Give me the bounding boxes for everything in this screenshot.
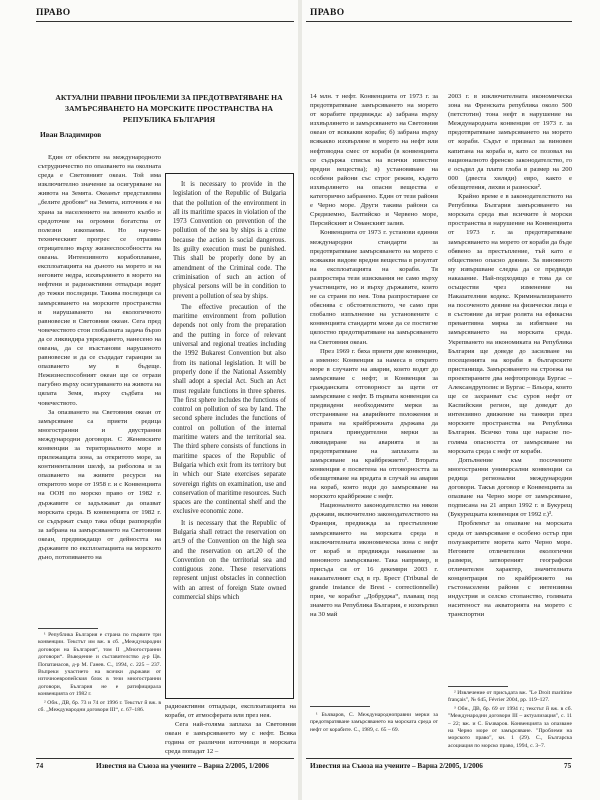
page-number-right: 75 (564, 762, 572, 770)
footnote-right-col1 (310, 712, 438, 754)
header-rule-left (36, 21, 294, 22)
paragraph: Един от обектите на международното сътрудничество по опазването на околната среда е Световният океан. Той има изключително значение за осигуряване на живота на Земята. Океанът представлява „белите дробове“ на Земята, източник е на храна за населението на земното кълбо и средоточие на огромни богатства от полезни изкопаеми. Но научно-техническият прогрес се отразява отрицателно върху жизнеспособността на океана. Интензивното корабоплаване, експлоатацията на дъното на морето и на неговите недра, изхвърлянето в морето на нефтени и радиоактивни отпадъци водят до тежки последици. Такива последици са замърсяването на морските пространства и нарушаването на екологичното равновесие в Световния океан. Сега пред човечеството стои глобалната задача бързо да се ликвидира увреждането, нанесено на океана, да се възстанови нарушеното равновесие и да се създадат гаранции за опазването му в бъдеще. Нежизнеспособният океан ще се отрази пагубно върху осигуряването на живота на цялата Земя, върху съдбата на човечеството. (38, 154, 161, 407)
footer-rule-right (306, 758, 572, 759)
footnote: ² Извлечение от присъдата вж. "Le Droit maritime français", № 645, Février 2004, pp. 119–127. (448, 690, 572, 704)
article-author: Иван Владимиров (40, 130, 102, 139)
paragraph: Сега най-голяма заплаха за Световния океан е замърсяването му с нефт. Всяка година от различни източници в морската среда попадат 12 – (165, 721, 296, 756)
running-header-left: ПРАВО (36, 8, 71, 18)
summary-paragraph: It is necessary to provide in the legislation of the Republic of Bulgaria that the pollution of the environment in all its maritime spaces in violation of the 1973 Convention on prevention of the pollution of the sea by ships is a crime because the action is social dangerous. Its guilty execution must be punished. This shall be properly done by an amendment of the Criminal code. The criminisation of such an action of physical persons will be in condition to prevent a pollution of sea by ships. (173, 181, 286, 300)
footnote-rule (38, 628, 98, 629)
footnote: ¹ Бъчваров, С. Международноправни мерки за предотвратяване замърсяването на морската среда от нефт от корабите. С., 1989, с. 65 – 69. (310, 712, 438, 733)
footnote: ¹ Република България е страна по първите три конвенции. Текстът им вж. в сб. „Международни договори на България“, том II „Многостранни договори“. Въведение и съставителство д-р Цв. Попатанасов, д-р М. Ганев. С., 1994, с. 225 – 237. Въпреки участието на всички държави от източноевропейския блок в тези многостранни договори, България не е ратифицирала конвенцията от 1982 г. (38, 632, 161, 698)
journal-footer-right: Известия на Съюза на учените – Варна 2/2005, 1/2006 (310, 762, 483, 770)
right-column-2 (448, 92, 572, 682)
header-rule-right (306, 21, 572, 22)
left-column-1 (38, 153, 161, 625)
summary-paragraph: The effective precaution of the maritime environment from pollution depends not only from the preparation and the putting in force of relevant universal and regional treaties including the 1992 Bukarest Convention but also from its national legislation. It will be properly done if the National Assembly shall adopt a special Act. Such an Act must regulate functions in three spheres. The first sphere includes the functions of control on pollution of sea by land. The second sphere includes the functions of control on pollution of the internal maritime waters and the territorial sea. The third sphere consists of functions in maritime spaces of the Republic of Bulgaria which exit from its territory but in which our State exercises separate sovereign rights on examination, use and conservation of maritime resources. Such spaces are the continental shelf and the exclusive economic zone. (173, 303, 286, 516)
page-number-left: 74 (36, 762, 44, 770)
footer-rule-left (36, 758, 294, 759)
summary-paragraph: It is necessary that the Republic of Bulgaria shall retract the reservation on art.9 of the Convention on the high sea and the reservation on art.20 of the Convention on the territorial sea and contiguous zone. These reservations represent unjust obstacles in connection with an arrest of foreign State owned commercial ships which (173, 519, 286, 602)
english-summary-box (165, 173, 294, 699)
journal-footer-left: Известия на Съюза на учените – Варна 2/2005, 1/2006 (96, 762, 269, 770)
footnote-rule (310, 706, 370, 707)
paragraph: 2003 г. в изключителната икономическа зона на Френската република около 500 (петстотин) тона нефт в нарушение на Международната конвенция от 1973 г. за предотвратяване замърсяването на морето от кораби. Съдът е признал за виновен капитана на кораба и, като се позовал на националното френско законодателство, го е осъдил да плати глоба в размер на 200 000 (двеста хиляди) евро, както е обезщетения, лихви и разноски². (448, 93, 572, 191)
paragraph: За опазването на Световния океан от замърсяване са приети редица многостранни и двустранни международни договори. С Женевските конвенции за териториалното море и прилежащата зона, за откритото море, за континенталния шелф, за риболова и за опазването на живите ресурси на откритото море от 1958 г. и с Конвенцията на ООН по морско право от 1982 г. държавите се задължават да опазват морската среда. В конвенцията от 1982 г. се съдържат също така общи разпоредби за забрана на замърсяването на Световния океан, предвиждащо от дейността на държавите по експлоатацията на морското дъно, потопяването на (38, 408, 161, 562)
paragraph: Допълнение към посочените многостранни универсални конвенции са редица регионални международни договори. Такъв договор е Конвенцията за опазване на Черно море от замърсяване, подписана на 21 април 1992 г. в Букурещ (Букурещката конвенция от 1992 г.)³. (448, 456, 572, 519)
footnote: ³ Обн., ДВ, бр. 69 от 1994 г.; текстът й вж. в сб. "Международни договори III – актуализация", с. 11 – 22; вж. и С. Бъчваров. Конвенцията за опазване на Черно море от замърсяване. "Проблеми на морското право", кн. 1 (29). С., Българска асоциация по морско право, 1994, с. 3–7. (448, 705, 572, 749)
footnote: ² Обн., ДВ, бр. 73 и 74 от 1996 г. Текстът й вж. в сб. „Международни договори III“, с. 67–186. (38, 699, 161, 714)
article-title: АКТУАЛНИ ПРАВНИ ПРОБЛЕМИ ЗА ПРЕДОТВРАТЯВАНЕ НА ЗАМЪРСЯВАНЕТО НА МОРСКИТЕ ПРОСТРАНСТВА НА РЕПУБЛИКА БЪЛГАРИЯ (55, 93, 283, 124)
footnotes-right-col2 (448, 690, 572, 754)
left-page (0, 0, 298, 800)
running-header-right: ПРАВО (310, 8, 345, 18)
paragraph: През 1969 г. бяха приети две конвенции, а именно: Конвенция за намеса в открито море в случаите на аварии, които водят до замърсяване с нефт; и Конвенция за гражданската отговорност за щети от замърсяване с нефт. В първата конвенция са предвидени необходимите мерки за отстраняване на аварийните положения и правата на крайбрежната държава да прилага принудителни мерки за ликвидиране на аварията и за предотвратяване на заплахата за замърсяване на крайбрежието¹. Втората конвенция е посветена на отговорността за обезщетяване на вредата в случай на авария на кораб, която води до замърсяване на морското крайбрежие с нефт. (310, 347, 438, 501)
footnote-rule (448, 686, 508, 687)
paragraph: Конвенцията от 1973 г. установи единни международни стандарти за предотвратяване замърсяването на морето с всякакви видове вредни вещества в резултат на експлоатацията на кораби. Тя разпростира тези изисквания не само върху участниците, но и върху държавите, които не са страни по нея. Това разпростиране се обяснява с обстоятелството, че само при глобално изпълнение на установените с конвенцията стандарти може да се постигне цялостно предотвратяване на замърсяването на Световния океан. (310, 229, 438, 346)
left-column-2-tail (165, 702, 296, 756)
right-column-1 (310, 92, 438, 660)
paragraph: 14 млн. т нефт. Конвенцията от 1973 г. за предотвратяване замърсяването на морето от корабите предвижда: а) забрана върху изхвърлянето и замърсяването на Световния океан от всякакви кораби; б) забрана върху всякакво изхвърляне в морето на нефт или нефтоводна смес от кораби (в конвенцията се съдържа списък на всички известни вредни вещества); в) установяване на особени райони със строг режим, където изхвърлянето на опасни вещества е категорично забранено. Един от тези райони е Черно море. Други такива райони са Средиземно, Балтийско и Червено море, Персийският и Оманският залив. (310, 93, 438, 228)
paragraph: радиоактивни отпадъци, експлоатацията на кораби, от атмосферата или през нея. (165, 703, 296, 720)
paragraph: Националното законодателство на някои държави, включително законодателството на Франция, предвижда за престъпление замърсяването на морската среда в изключителната икономическа зона с нефт от кораб и предвижда наказание за виновното замърсяване. Така например, в присъда си от 16 декември 2003 г. наказателният съд в гр. Брест (Tribunal de grande instance de Brest - correctionnelle) прие, че корабът „Добруджа“, плаващ под знамето на Република България, е изхвърлил на 30 май (310, 502, 438, 619)
right-page (302, 0, 600, 800)
footnotes-left (38, 632, 161, 756)
paragraph: Крайно време е в законодателството на Република България замърсяването на морската среда във всичките ѝ морски пространства в нарушение на Конвенцията от 1973 г. за предотвратяване замърсяването на морето от кораби да бъде обявено за престъпление, тъй като е обществено опасно деяние. За виновното му извършване следва да се предвиди наказание. Най-подходящо е това да се осъществи чрез изменение на Наказателния кодекс. Криминализирането на посоченото деяние на физически лица е в състояние да играе ролята на ефикасна превантивна мярка за избягване на замърсяването на морската среда. Укрепването на икономиката на Република България ще доведе до засилване на посещенията на кораби в българските пристанища. Замърсяването на строежа на проектираните два нефтопровода Бургас – Александруполис и Бургас – Вльора, които ще се захранват със суров нефт от Каспийския регион, ще доведат до интензивно движение на танкери през морските пространства на Република България. Всичко това ще нарасне по-голяма опасността от замърсяване на морската среда с нефт от кораби. (448, 193, 572, 455)
paragraph: Проблемът за опазване на морската среда от замърсяване е особено остър при полузакритите морета като Черно море. Неговите отличителни екологични размери, затвореният географски отличителен характер, значителната концентрация по крайбрежието на гъстонаселени райони с интензивна индустрия и селско стопанство, голямата наситеност на акваторията на морето с транспортни (448, 520, 572, 619)
